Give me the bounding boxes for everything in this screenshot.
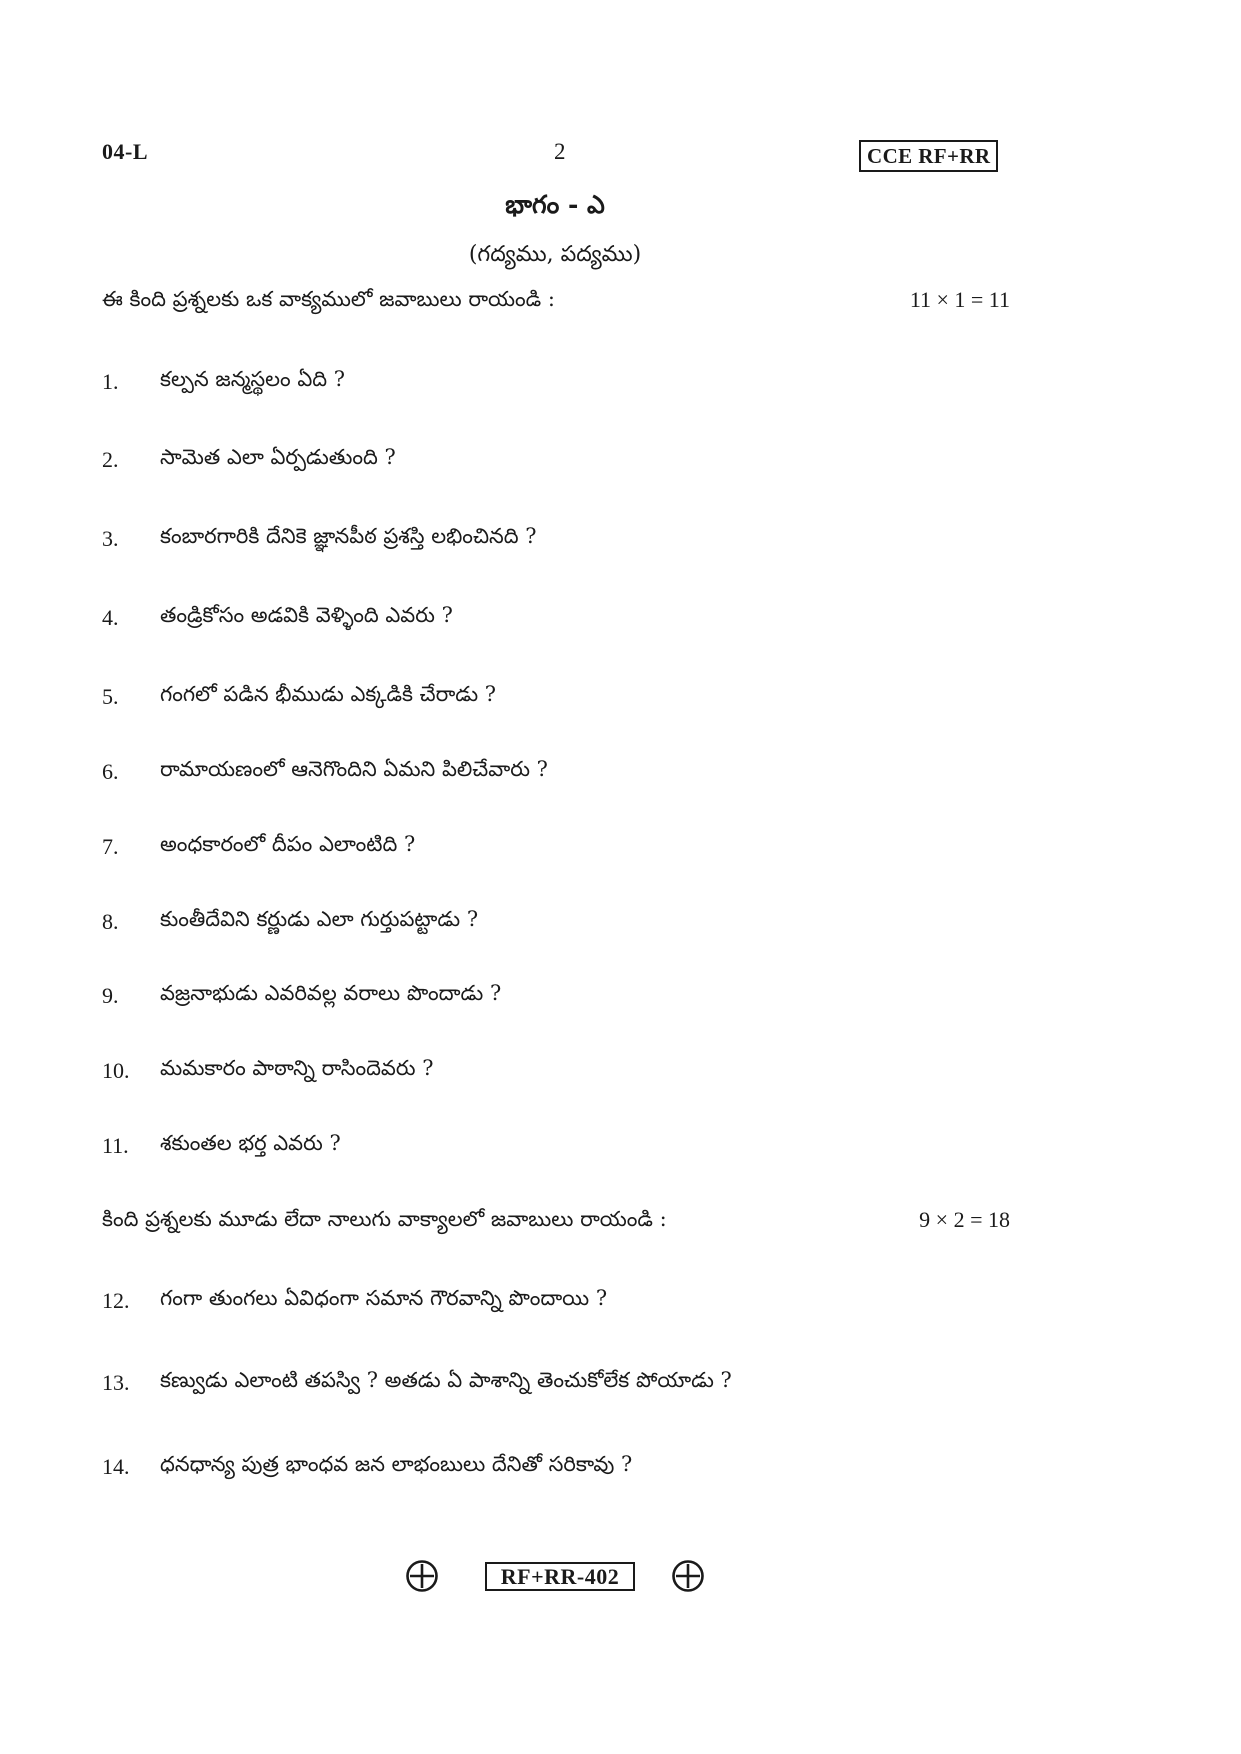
question-text: అంధకారంలో దీపం ఎలాంటిది ? (160, 832, 416, 856)
question-text: గంగా తుంగలు ఏవిధంగా సమాన గౌరవాన్ని పొందాయి ? (160, 1286, 608, 1310)
question-text: కుంతీదేవిని కర్ణుడు ఎలా గుర్తుపట్టాడు ? (160, 907, 479, 931)
question-item (102, 443, 396, 477)
question-text: తండ్రికోసం అడవికి వెళ్ళింది ఎవరు ? (160, 603, 453, 627)
paper-code: 04-L (102, 139, 148, 164)
question-item (102, 1284, 607, 1318)
question-number: 9. (102, 983, 119, 1008)
question-item (102, 1366, 732, 1400)
question-number: 7. (102, 834, 119, 859)
question-text: శకుంతల భర్త ఎవరు ? (160, 1131, 341, 1155)
question-number: 3. (102, 526, 119, 551)
question-number: 11. (102, 1133, 129, 1158)
section-subtitle: (గద్యము, పద్యము) (468, 242, 642, 267)
question-item (102, 905, 478, 939)
question-number: 6. (102, 759, 119, 784)
crosshair-circle-icon (405, 1559, 439, 1593)
question-text: గంగలో పడిన భీముడు ఎక్కడికి చేరాడు ? (160, 682, 497, 706)
question-number: 10. (102, 1058, 130, 1083)
question-text: సామెత ఎలా ఏర్పడుతుంది ? (160, 445, 396, 469)
question-number: 8. (102, 909, 119, 934)
question-text: మమకారం పాఠాన్ని రాసిందెవరు ? (160, 1056, 434, 1080)
question-number: 12. (102, 1288, 130, 1313)
question-number: 14. (102, 1454, 130, 1479)
question-text: ధనధాన్య పుత్ర భాంధవ జన లాభంబులు దేనితో సరికావు ? (160, 1452, 633, 1476)
crosshair-circle-icon (671, 1559, 705, 1593)
question-item (102, 1054, 434, 1088)
page-number: 2 (554, 139, 566, 164)
question-item (102, 979, 501, 1013)
part2-marks: 9 × 2 = 18 (919, 1207, 1010, 1232)
part2-instruction: కింది ప్రశ్నలకు మూడు లేదా నాలుగు వాక్యాలలో జవాబులు రాయండి : (102, 1207, 667, 1231)
question-number: 13. (102, 1370, 130, 1395)
page-footer (0, 1559, 1110, 1593)
question-number: 4. (102, 605, 119, 630)
footer-code-box: RF+RR-402 (485, 1562, 635, 1591)
question-text: కంబారగారికి దేనికె జ్ఞానపీఠ ప్రశస్తి లభించినది ? (160, 524, 537, 548)
question-item (102, 1450, 632, 1484)
question-number: 1. (102, 369, 119, 394)
exam-code-box: CCE RF+RR (859, 140, 998, 172)
part1-instruction: ఈ కింది ప్రశ్నలకు ఒక వాక్యములో జవాబులు రాయండి : (102, 287, 555, 311)
question-text: వజ్రనాభుడు ఎవరివల్ల వరాలు పొందాడు ? (160, 981, 502, 1005)
question-text: కల్పన జన్మస్థలం ఏది ? (160, 367, 346, 391)
question-number: 2. (102, 447, 119, 472)
question-number: 5. (102, 684, 119, 709)
part1-marks: 11 × 1 = 11 (909, 287, 1010, 312)
question-item (102, 755, 548, 789)
question-item (102, 601, 453, 635)
section-title: భాగం - ఎ (505, 190, 605, 219)
question-item (102, 1129, 341, 1163)
question-item (102, 830, 415, 864)
question-item (102, 522, 537, 556)
question-item (102, 680, 496, 714)
question-text: రామాయణంలో ఆనెగొందిని ఏమని పిలిచేవారు ? (160, 757, 548, 781)
question-text: కణ్వుడు ఎలాంటి తపస్వి ? అతడు ఏ పాశాన్ని తెంచుకోలేక పోయాడు ? (160, 1368, 732, 1392)
question-item (102, 365, 345, 399)
